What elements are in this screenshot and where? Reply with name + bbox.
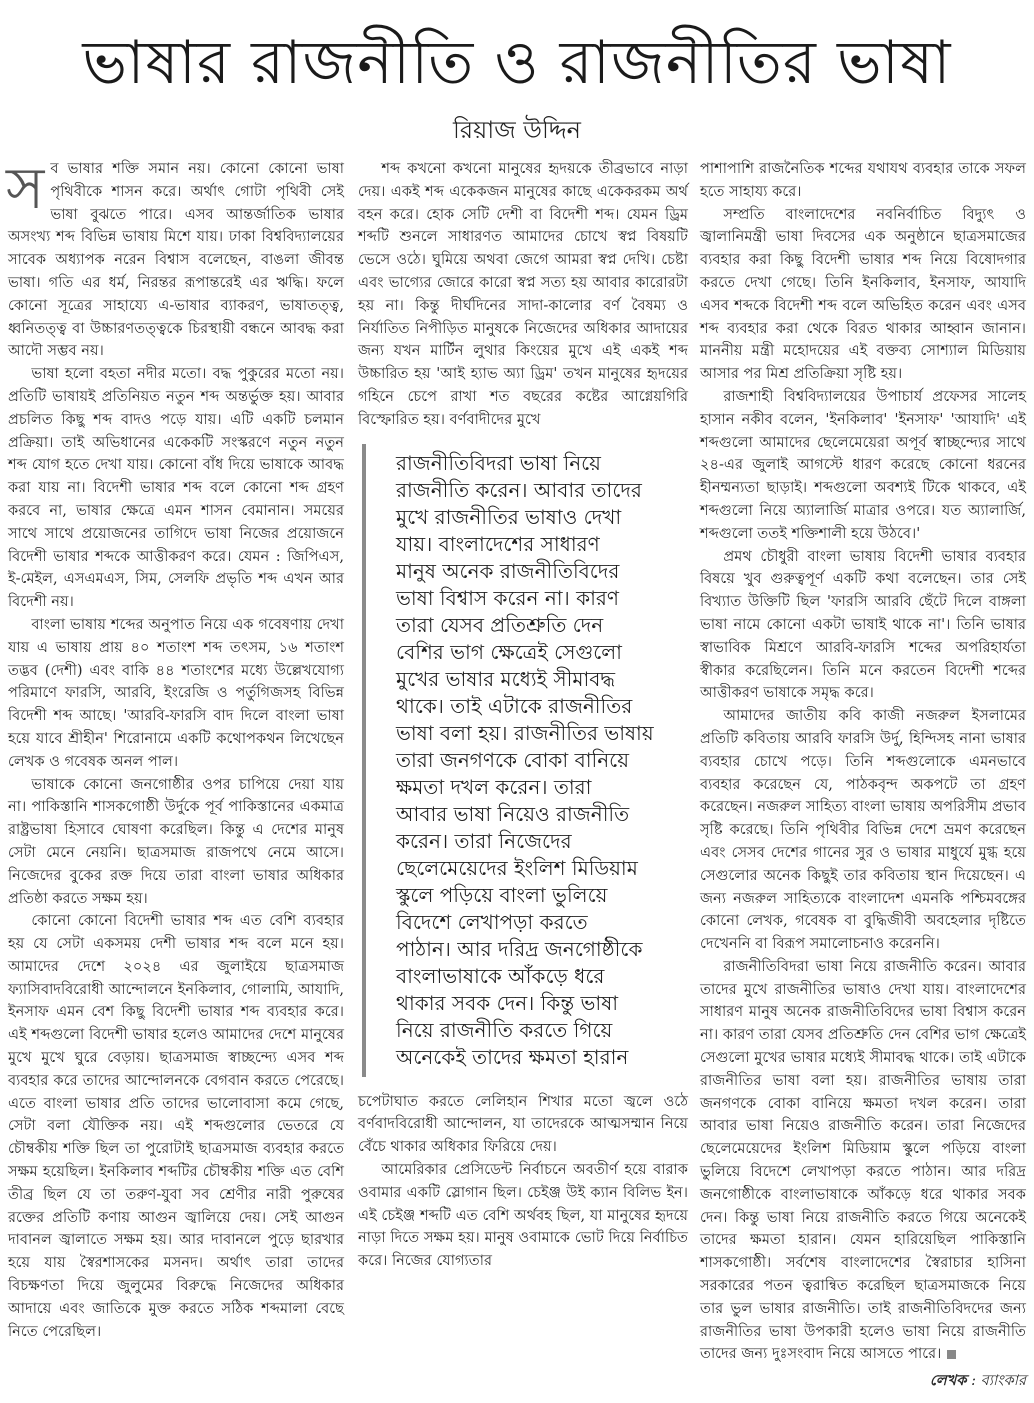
pull-quote-line: ছেলেমেয়েদের ইংলিশ মিডিয়াম xyxy=(396,855,638,880)
paragraph: রাজশাহী বিশ্ববিদ্যালয়ের উপাচার্য প্রফেসর সালেহ হাসান নকীব বলেন, 'ইনকিলাব' 'ইনসাফ' 'আযাদি' এই শব্দগুলো আমাদের ছেলেমেয়েরা অপূর্ব স্বাচ্ছন্দ্যের সাথে ২৪-এর জুলাই আগস্টে ধারণ করেছে কোনো ধরনের হীনম্মন্যতা ছাড়াই। শব্দগুলো অবশ্যই টিকে থাকবে, এই শব্দগুলো নিয়ে অ্যালার্জি মাত্রার ওপরে। যত অ্যালার্জি, শব্দগুলো ততই শক্তিশালী হয়ে উঠবে।' xyxy=(700,387,1026,542)
pull-quote-line: যায়। বাংলাদেশের সাধারণ xyxy=(396,531,600,556)
paragraph: ভাষা হলো বহতা নদীর মতো। বদ্ধ পুকুরের মতো নয়। প্রতিটি ভাষায়ই প্রতিনিয়ত নতুন শব্দ অন্তর্ভুক্ত হয়। আবার প্রচলিত কিছু শব্দ বাদও পড়ে যায়। এটি একটি চলমান প্রক্রিয়া। তাই অভিধানের একেকটি সংস্করণে নতুন নতুন শব্দ যোগ হতে দেখা যায়। কোনো বাঁধ দিয়ে ভাষাকে আবদ্ধ করা যায় না। বিদেশী ভাষার শব্দ বলে কোনো শব্দ গ্রহণ করবে না, ভাষার ক্ষেত্রে এমন শাসন বেমানান। সময়ের সাথে সাথে প্রয়োজনের তাগিদে ভাষা নিজের প্রয়োজনে বিদেশী ভাষার শব্দকে আত্তীকরণ করে। যেমন : জিপিএস, ই-মেইল, এসএমএস, সিম, সেলফি প্রভৃতি শব্দ এখন আর বিদেশী নয়। xyxy=(8,365,344,611)
pull-quote-line: স্কুলে পড়িয়ে বাংলা ভুলিয়ে xyxy=(396,882,608,907)
pull-quote-line: বাংলাভাষাকে আঁকড়ে ধরে xyxy=(396,963,605,988)
pull-quote-line: ভাষা বিশ্বাস করেন না। কারণ xyxy=(396,585,619,610)
article-author: রিয়াজ উদ্দিন xyxy=(453,116,581,144)
pull-quote-line: ক্ষমতা দখল করেন। তারা xyxy=(396,774,592,799)
pull-quote-line: পাঠান। আর দরিদ্র জনগোষ্ঠীকে xyxy=(396,936,643,961)
pull-quote-line: অনেকেই তাদের ক্ষমতা হারান xyxy=(396,1044,629,1069)
pull-quote xyxy=(362,444,683,1077)
paragraph-text: ব ভাষার শক্তি সমান নয়। কোনো কোনো ভাষা পৃথিবীকে শাসন করে। অর্থাৎ গোটা পৃথিবী সেই ভাষা বুঝতে পারে। এসব আন্তর্জাতিক ভাষার অসংখ্য শব্দ বিভিন্ন ভাষায় মিশে যায়। ঢাকা বিশ্ববিদ্যালয়ের সাবেক অধ্যাপক নরেন বিশ্বাস বলেছেন, বাঙলা জীবন্ত ভাষা। গতি এর ধর্ম, নিরন্তর রূপান্তরেই এর ঋদ্ধি। ফলে কোনো সূত্রের সাহায্যে এ-ভাষার ব্যাকরণ, ভাষাতত্ত্ব, ধ্বনিতত্ত্ব বা উচ্চারণতত্ত্বকে চিরস্থায়ী বন্ধনে আবদ্ধ করা আদৌ সম্ভব নয়। xyxy=(8,160,344,360)
paragraph: ভাষাকে কোনো জনগোষ্ঠীর ওপর চাপিয়ে দেয়া যায় না। পাকিস্তানি শাসকগোষ্ঠী উর্দুকে পূর্ব পাকিস্তানের একমাত্র রাষ্ট্রভাষা হিসাবে ঘোষণা করেছিল। কিন্তু এ দেশের মানুষ সেটা মেনে নেয়নি। ছাত্রসমাজ রাজপথে নেমে আসে। নিজেদের বুকের রক্ত দিয়ে তারা বাংলা ভাষার অধিকার প্রতিষ্ঠা করতে সক্ষম হয়। xyxy=(8,775,344,907)
paragraph xyxy=(700,956,1026,1366)
pull-quote-line: মুখের ভাষার মধ্যেই সীমাবদ্ধ xyxy=(396,666,616,691)
paragraph: কোনো কোনো বিদেশী ভাষার শব্দ এত বেশি ব্যবহার হয় যে সেটা একসময় দেশী ভাষার শব্দ বলে মনে হয়। আমাদের দেশে ২০২৪ এর জুলাইয়ে ছাত্রসমাজ ফ্যাসিবাদবিরোধী আন্দোলনে ইনকিলাব, গোলামি, আযাদি, ইনসাফ এমন বেশ কিছু বিদেশী ভাষার শব্দ ব্যবহার করে। এই শব্দগুলো বিদেশী ভাষার হলেও আমাদের দেশে মানুষের মুখে মুখে ঘুরে বেড়ায়। ছাত্রসমাজ স্বাচ্ছন্দ্যে এসব শব্দ ব্যবহার করে তাদের আন্দোলনকে বেগবান করতে পেরেছে। এতে বাংলা ভাষার প্রতি তাদের ভালোবাসা কমে গেছে, সেটা বলা যৌক্তিক নয়। এই শব্দগুলোর ভেতরে যে চৌম্বকীয় শক্তি ছিল তা পুরোটাই ছাত্রসমাজ ব্যবহার করতে সক্ষম হয়েছিল। ইনকিলাব শব্দটির চৌম্বকীয় শক্তি এত বেশি তীব্র ছিল যে তা তরুণ-যুবা সব শ্রেণীর নারী পুরুষের রক্তের প্রতিটি কণায় আগুন জ্বালিয়ে দেয়। সেই আগুন দাবানল জ্বালাতে সক্ষম হয়। আর দাবানলে পুড়ে ছারখার হয়ে যায় স্বৈরশাসকের মসনদ। অর্থাৎ তারা তাদের বিচক্ষণতা দিয়ে জুলুমের বিরুদ্ধে নিজেদের অধিকার আদায়ে এবং জাতিকে মুক্ত করতে সঠিক শব্দমালা বেছে নিতে পেরেছিল। xyxy=(8,912,344,1340)
article-column-2 xyxy=(358,158,688,1273)
pull-quote-line: ভাষা বলা হয়। রাজনীতির ভাষায় xyxy=(396,720,654,745)
pull-quote-line: থাকে। তাই এটাকে রাজনীতির xyxy=(396,693,633,718)
drop-cap: স xyxy=(6,154,45,222)
article-column-3 xyxy=(700,158,1026,1393)
pull-quote-line: করেন। তারা নিজেদের xyxy=(396,828,572,853)
paragraph: শব্দ কখনো কখনো মানুষের হৃদয়কে তীব্রভাবে নাড়া দেয়। একই শব্দ একেকজন মানুষের কাছে একেকরকম অর্থ বহন করে। হোক সেটি দেশী বা বিদেশী শব্দ। যেমন ড্রিম শব্দটি শুনলে সাধারণত আমাদের চোখে স্বপ্ন বিষয়টি ভেসে ওঠে। ঘুমিয়ে অথবা জেগে আমরা স্বপ্ন দেখি। চেষ্টা এবং ভাগ্যের জোরে কারো স্বপ্ন সত্য হয় আবার কারোরটা হয় না। কিন্তু দীর্ঘদিনের সাদা-কালোর বর্ণ বৈষম্য ও নির্যাতিত নিপীড়িত মানুষকে নিজেদের অধিকার আদায়ের জন্য যখন মার্টিন লুথার কিংয়ের মুখে এই একই শব্দ উচ্চারিত হয় 'আই হ্যাভ অ্যা ড্রিম' তখন মানুষের হৃদয়ের গহিনে চেপে রাখা শত বছরের কষ্টের আগ্নেয়গিরি বিস্ফোরিত হয়। বর্ণবাদীদের মুখে xyxy=(358,160,688,428)
paragraph: বাংলা ভাষায় শব্দের অনুপাত নিয়ে এক গবেষণায় দেখা যায় এ ভাষায় প্রায় ৪০ শতাংশ শব্দ তৎসম, ১৬ শতাংশ তদ্ভব (দেশী) এবং বাকি ৪৪ শতাংশের মধ্যে উল্লেখযোগ্য পরিমাণে ফারসি, আরবি, ইংরেজি ও পর্তুগিজসহ বিভিন্ন বিদেশী শব্দ আছে। 'আরবি-ফারসি বাদ দিলে বাংলা ভাষা হয়ে যাবে শ্রীহীন' শিরোনামে একটি কথোপকথন লিখেছেন লেখক ও গবেষক অনল পাল। xyxy=(8,615,344,770)
article-column-1 xyxy=(6,154,344,1343)
article-title: ভাষার রাজনীতি ও রাজনীতির ভাষা xyxy=(82,28,952,98)
pull-quote-line: মানুষ অনেক রাজনীতিবিদের xyxy=(396,558,620,583)
paragraph: আমেরিকার প্রেসিডেন্ট নির্বাচনে অবতীর্ণ হয়ে বারাক ওবামার একটি স্লোগান ছিল। চেইঞ্জ উই ক্যান বিলিভ ইন। এই চেইঞ্জ শব্দটি এত বেশি অর্থবহ ছিল, যা মানুষের হৃদয়ে নাড়া দিতে সক্ষম হয়। মানুষ ওবামাকে ভোট দিয়ে নির্বাচিত করে। নিজের যোগ্যতার xyxy=(358,1160,688,1270)
paragraph: প্রমথ চৌধুরী বাংলা ভাষায় বিদেশী ভাষার ব্যবহার বিষয়ে খুব গুরুত্বপূর্ণ একটি কথা বলেছেন। তার সেই বিখ্যাত উক্তিটি ছিল 'ফারসি আরবি ছেঁটে দিলে বাঙ্গলা ভাষা নামে কোনো একটা ভাষাই থাকে না'। তিনি ভাষার স্বাভাবিক মিশ্রণে আরবি-ফারসি শব্দের অপরিহার্যতা স্বীকার করেছিলেন। তিনি মনে করতেন বিদেশী শব্দের আত্তীকরণ ভাষাকে সমৃদ্ধ করে। xyxy=(700,547,1026,702)
paragraph: আমাদের জাতীয় কবি কাজী নজরুল ইসলামের প্রতিটি কবিতায় আরবি ফারসি উর্দু, হিন্দিসহ নানা ভাষার ব্যবহার চোখে পড়ে। তিনি শব্দগুলোকে এমনভাবে ব্যবহার করেছেন যে, পাঠকবৃন্দ অকপটে তা গ্রহণ করেছেন। নজরুল সাহিত্য বাংলা ভাষায় অপরিসীম প্রভাব সৃষ্টি করেছে। তিনি পৃথিবীর বিভিন্ন দেশে ভ্রমণ করেছেন এবং সেসব দেশের গানের সুর ও ভাষার মাধুর্যে মুগ্ধ হয়ে সেগুলোর অনেক কিছুই তার কবিতায় স্থান দিয়েছেন। এ জন্য নজরুল সাহিত্যকে বাংলাদেশ এমনকি পশ্চিমবঙ্গের কোনো লেখক, গবেষক বা বুদ্ধিজীবী অবহেলার দৃষ্টিতে দেখেননি বা বিরূপ সমালোচনাও করেননি। xyxy=(700,707,1026,953)
author-credit xyxy=(700,1370,1026,1393)
paragraph-text: রাজনীতিবিদরা ভাষা নিয়ে রাজনীতি করেন। আবার তাদের মুখে রাজনীতির ভাষাও দেখা যায়। বাংলাদেশের সাধারণ মানুষ অনেক রাজনীতিবিদের ভাষা বিশ্বাস করেন না। কারণ তারা যেসব প্রতিশ্রুতি দেন বেশির ভাগ ক্ষেত্রেই সেগুলো মুখের ভাষার মধ্যেই সীমাবদ্ধ থাকে। তাই এটাকে রাজনীতির ভাষা বলা হয়। রাজনীতির ভাষায় তারা জনগণকে বোকা বানিয়ে ক্ষমতা দখল করেন। তারা আবার ভাষা নিয়েও রাজনীতি করেন। তারা নিজেদের ছেলেমেয়েদের ইংলিশ মিডিয়াম স্কুলে পড়িয়ে বাংলা ভুলিয়ে বিদেশে লেখাপড়া করতে পাঠান। আর দরিদ্র জনগোষ্ঠীকে বাংলাভাষাকে আঁকড়ে ধরে থাকার সবক দেন। কিন্তু ভাষা নিয়ে রাজনীতি করতে গিয়ে অনেকেই তাদের ক্ষমতা হারান। যেমন হারিয়েছিল পাকিস্তানি শাসকগোষ্ঠী। সর্বশেষ বাংলাদেশের স্বৈরাচার হাসিনা সরকারের পতন ত্বরান্বিত করেছিল ছাত্রসমাজকে নিয়ে তার ভুল ভাষার রাজনীতি। তাই রাজনীতিবিদদের জন্য রাজনীতির ভাষা উপকারী হলেও ভাষা নিয়ে রাজনীতি তাদের জন্য দুঃসংবাদ নিয়ে আসতে পারে। xyxy=(700,957,1026,1363)
paragraph: চপেটাঘাত করতে লেলিহান শিখার মতো জ্বলে ওঠে বর্ণবাদবিরোধী আন্দোলন, যা তাদেরকে আত্মসম্মান নিয়ে বেঁচে থাকার অধিকার ফিরিয়ে দেয়। xyxy=(358,1092,688,1156)
pull-quote-line: তারা যেসব প্রতিশ্রুতি দেন xyxy=(396,612,604,637)
paragraph: সম্প্রতি বাংলাদেশের নবনির্বাচিত বিদ্যুৎ ও জ্বালানিমন্ত্রী ভাষা দিবসের এক অনুষ্ঠানে ছাত্রসমাজের ব্যবহার করা কিছু বিদেশী ভাষার শব্দ নিয়ে বিষোদগার করতে দেখা গেছে। তিনি ইনকিলাব, ইনসাফ, আযাদি এসব শব্দকে বিদেশী শব্দ বলে অভিহিত করেন এবং এসব শব্দ ব্যবহার করা থেকে বিরত থাকার আহ্বান জানান। মাননীয় মন্ত্রী মহোদয়ের এই বক্তব্য সোশ্যাল মিডিয়ায় আসার পর মিশ্র প্রতিক্রিয়া সৃষ্টি হয়। xyxy=(700,205,1026,383)
pull-quote-line: মুখে রাজনীতির ভাষাও দেখা xyxy=(396,504,622,529)
credit-label: লেখক xyxy=(929,1372,967,1390)
pull-quote-line: নিয়ে রাজনীতি করতে গিয়ে xyxy=(396,1017,613,1042)
pull-quote-line: বিদেশে লেখাপড়া করতে xyxy=(396,909,588,934)
pull-quote-line: রাজনীতি করেন। আবার তাদের xyxy=(396,477,642,502)
end-mark-square-icon xyxy=(947,1350,956,1359)
pull-quote-text xyxy=(396,450,683,1071)
pull-quote-line: থাকার সবক দেন। কিন্তু ভাষা xyxy=(396,990,619,1015)
pull-quote-line: আবার ভাষা নিয়েও রাজনীতি xyxy=(396,801,630,826)
credit-value: ব্যাংকার xyxy=(980,1372,1026,1390)
paragraph xyxy=(6,154,344,363)
pull-quote-line: বেশির ভাগ ক্ষেত্রেই সেগুলো xyxy=(396,639,622,664)
pull-quote-line: তারা জনগণকে বোকা বানিয়ে xyxy=(396,747,629,772)
credit-separator: : xyxy=(966,1372,981,1390)
pull-quote-line: রাজনীতিবিদরা ভাষা নিয়ে xyxy=(396,450,601,475)
paragraph: পাশাপাশি রাজনৈতিক শব্দের যথাযথ ব্যবহার তাকে সফল হতে সাহায্য করে। xyxy=(700,160,1026,200)
